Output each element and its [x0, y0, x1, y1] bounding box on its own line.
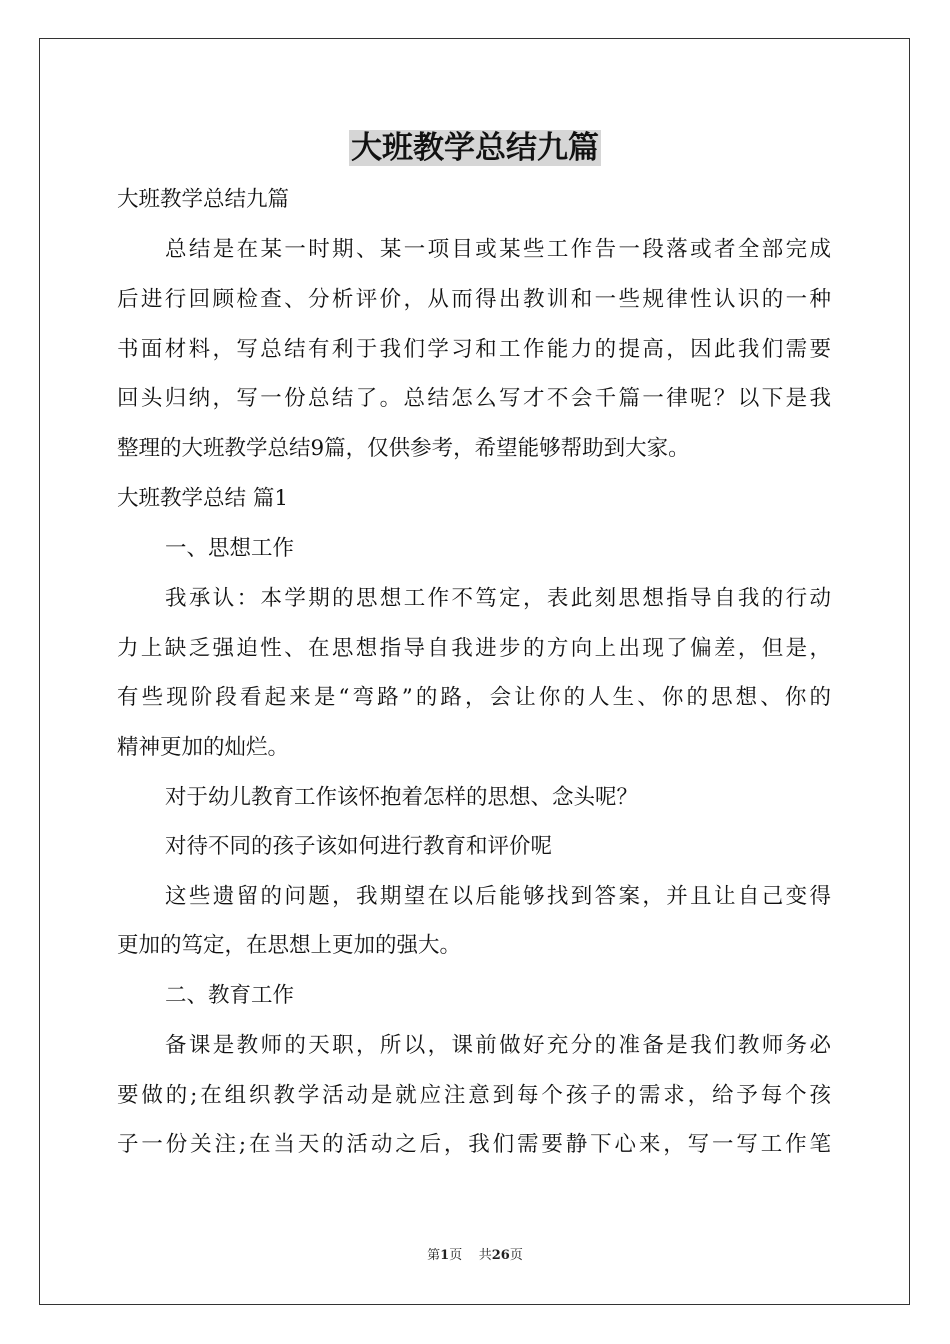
- paragraph-line: 精神更加的灿烂。: [117, 735, 290, 760]
- paragraph-line: 有些现阶段看起来是“弯路”的路，会让你的人生、你的思想、你的: [117, 685, 831, 710]
- paragraph-line: 整理的大班教学总结9篇，仅供参考，希望能够帮助到大家。: [117, 436, 690, 461]
- section-heading: 大班教学总结 篇1: [117, 486, 289, 511]
- footer-suffix: 页: [509, 1248, 523, 1263]
- paragraph-line: 对于幼儿教育工作该怀抱着怎样的思想、念头呢？: [165, 785, 639, 810]
- paragraph-line: 子一份关注;在当天的活动之后，我们需要静下心来，写一写工作笔: [117, 1132, 831, 1157]
- paragraph-line: 这些遗留的问题，我期望在以后能够找到答案，并且让自己变得: [165, 884, 831, 909]
- footer-current-page: 1: [440, 1248, 450, 1263]
- paragraph-line: 更加的笃定，在思想上更加的强大。: [117, 933, 462, 958]
- page-border: [39, 38, 910, 1305]
- document-title-text: 大班教学总结九篇: [351, 130, 599, 166]
- page-footer: [0, 1247, 950, 1265]
- paragraph-line: 要做的;在组织教学活动是就应注意到每个孩子的需求，给予每个孩: [117, 1083, 831, 1108]
- document-subtitle: 大班教学总结九篇: [117, 187, 290, 212]
- subsection-heading: 二、教育工作: [165, 983, 295, 1008]
- paragraph-line: 对待不同的孩子该如何进行教育和评价呢: [165, 834, 553, 859]
- paragraph-line: 力上缺乏强迫性、在思想指导自我进步的方向上出现了偏差，但是，: [117, 636, 831, 661]
- subsection-heading: 一、思想工作: [165, 536, 295, 561]
- paragraph-line: 后进行回顾检查、分析评价，从而得出教训和一些规律性认识的一种: [117, 287, 831, 312]
- paragraph-line: 备课是教师的天职，所以，课前做好充分的准备是我们教师务必: [165, 1033, 831, 1058]
- document-title: [0, 128, 950, 168]
- footer-prefix: 第: [427, 1248, 441, 1263]
- paragraph-line: 总结是在某一时期、某一项目或某些工作告一段落或者全部完成: [165, 237, 831, 262]
- footer-mid: 页 共: [449, 1248, 492, 1263]
- paragraph-line: 书面材料，写总结有利于我们学习和工作能力的提高，因此我们需要: [117, 337, 831, 362]
- paragraph-line: 我承认：本学期的思想工作不笃定，表此刻思想指导自我的行动: [165, 586, 831, 611]
- footer-total-pages: 26: [491, 1248, 510, 1263]
- paragraph-line: 回头归纳，写一份总结了。总结怎么写才不会千篇一律呢？以下是我: [117, 386, 831, 411]
